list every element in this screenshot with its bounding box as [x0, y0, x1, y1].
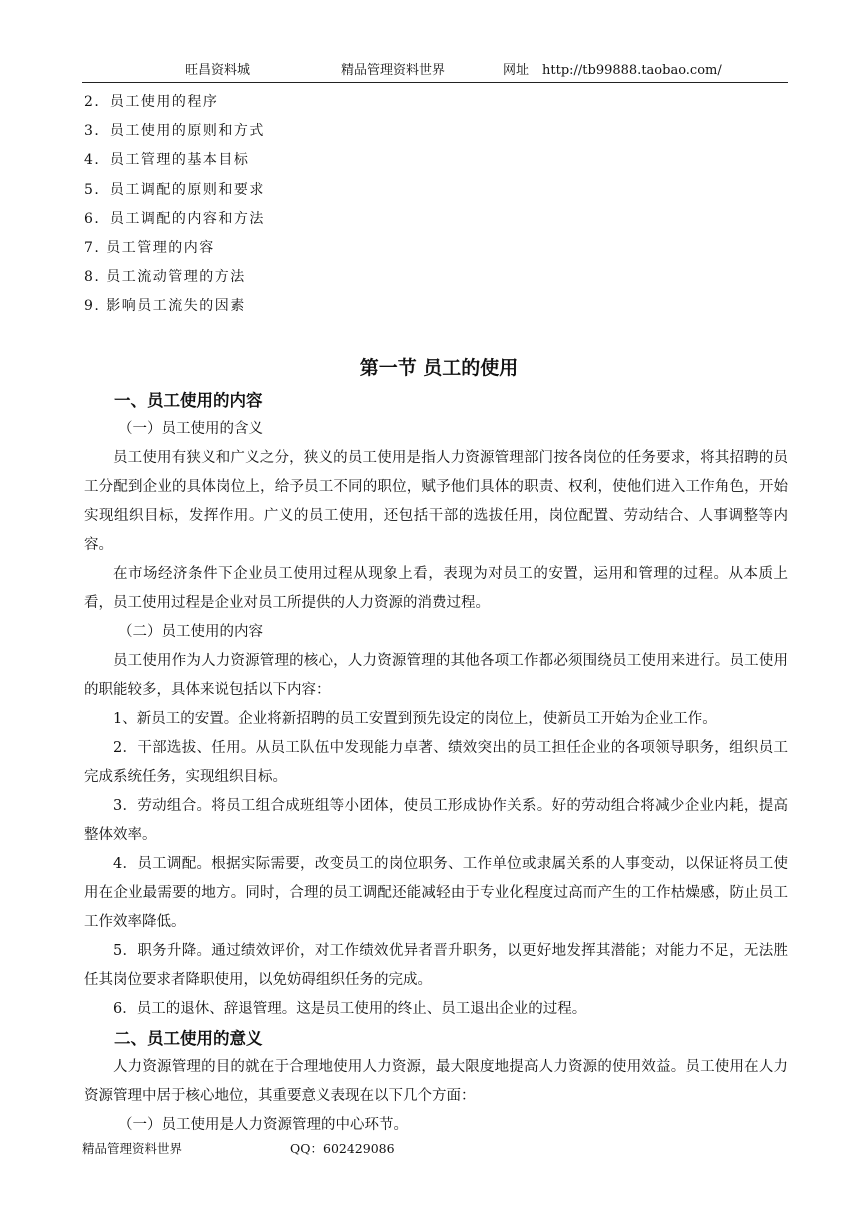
- toc-item: 3．员工使用的原则和方式: [84, 123, 265, 140]
- toc-item: 4．员工管理的基本目标: [84, 152, 250, 169]
- paragraph: 员工使用有狭义和广义之分，狭义的员工使用是指人力资源管理部门按各岗位的任务要求，将其招聘的员工分配到企业的具体岗位上，给予员工不同的职位，赋予他们具体的职责、权利，使他们进入工作角色，开始实现组织目标，发挥作用。广义的员工使用，还包括干部的选拔任用，岗位配置、劳动结合、人事调整等内容。: [84, 450, 788, 553]
- toc-item: 5．员工调配的原则和要求: [84, 181, 265, 198]
- footer-left: 精品管理资料世界: [82, 1141, 183, 1156]
- page-header: [82, 62, 788, 83]
- toc-item: 6．员工调配的内容和方法: [84, 210, 265, 227]
- paragraph: 3．劳动组合。将员工组合成班组等小团体，使员工形成协作关系。好的劳动组合将减少企业内耗，提高整体效率。: [84, 798, 788, 843]
- heading-level-3: （一）员工使用的含义: [118, 421, 263, 437]
- header-site-label: 网址: [503, 63, 530, 78]
- header-site-url[interactable]: http://tb99888.taobao.com/: [542, 63, 722, 78]
- toc-item: 2．员工使用的程序: [84, 94, 219, 110]
- paragraph: 1、新员工的安置。企业将新招聘的员工安置到预先设定的岗位上，使新员工开始为企业工作。: [113, 711, 717, 727]
- paragraph: 人力资源管理的目的就在于合理地使用人力资源，最大限度地提高人力资源的使用效益。员工使用在人力资源管理中居于核心地位，其重要意义表现在以下几个方面：: [84, 1059, 788, 1104]
- heading-level-2: 一、员工使用的内容: [114, 391, 263, 410]
- paragraph: 4．员工调配。根据实际需要，改变员工的岗位职务、工作单位或隶属关系的人事变动，以保证将员工使用在企业最需要的地方。同时，合理的员工调配还能减轻由于专业化程度过高而产生的工作枯燥感，防止员工工作效率降低。: [84, 856, 788, 930]
- footer-qq: QQ：602429086: [290, 1141, 395, 1156]
- heading-level-2: 二、员工使用的意义: [114, 1029, 263, 1048]
- paragraph: 5．职务升降。通过绩效评价，对工作绩效优异者晋升职务，以更好地发挥其潜能；对能力不足，无法胜任其岗位要求者降职使用，以免妨碍组织任务的完成。: [84, 943, 788, 988]
- header-center: 精品管理资料世界: [341, 63, 446, 78]
- header-left: 旺昌资料城: [185, 63, 251, 78]
- toc-item: 9. 影响员工流失的因素: [84, 298, 246, 315]
- toc-list: [84, 88, 265, 322]
- toc-item: 7. 员工管理的内容: [84, 239, 215, 256]
- paragraph: 在市场经济条件下企业员工使用过程从现象上看，表现为对员工的安置，运用和管理的过程。从本质上看，员工使用过程是企业对员工所提供的人力资源的消费过程。: [84, 566, 788, 611]
- heading-level-3: （一）员工使用是人力资源管理的中心环节。: [118, 1117, 408, 1133]
- toc-item: 8. 员工流动管理的方法: [84, 269, 246, 286]
- heading-level-3: （二）员工使用的内容: [118, 624, 263, 640]
- section-title: 第一节 员工的使用: [359, 357, 519, 379]
- main-content: [84, 350, 788, 1140]
- paragraph: 员工使用作为人力资源管理的核心，人力资源管理的其他各项工作都必须围绕员工使用来进行。员工使用的职能较多，具体来说包括以下内容：: [84, 653, 788, 698]
- paragraph: 2．干部选拔、任用。从员工队伍中发现能力卓著、绩效突出的员工担任企业的各项领导职务，组织员工完成系统任务，实现组织目标。: [84, 740, 788, 785]
- paragraph: 6．员工的退休、辞退管理。这是员工使用的终止、员工退出企业的过程。: [113, 1001, 587, 1017]
